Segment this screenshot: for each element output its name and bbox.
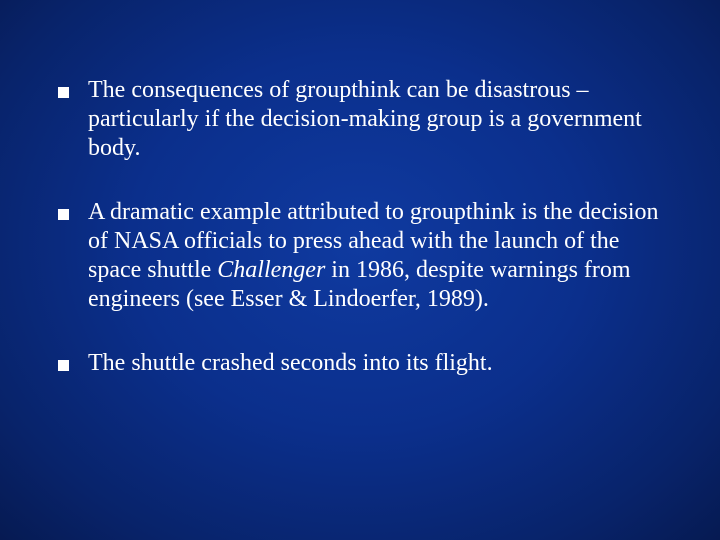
bullet-text-3: The shuttle crashed seconds into its flight. (88, 350, 493, 376)
square-bullet-icon (58, 209, 69, 220)
bullet-text-2 (88, 198, 678, 314)
square-bullet-icon (58, 87, 69, 98)
bullet-text-2-part-1: A dramatic example attributed to groupthink is the decision of NASA officials to press ahead with the launch of the space shuttle (88, 199, 659, 283)
bullet-text-1: The consequences of groupthink can be disastrous – particularly if the decision-making group is a government body. (88, 77, 642, 161)
bullet-text-2-italic: Challenger (217, 257, 326, 283)
bullet-item-3 (58, 349, 678, 378)
bullet-item-2 (58, 198, 678, 314)
bullet-text-2-part-2: in 1986, despite warnings from engineers (see Esser & Lindoerfer, 1989). (88, 257, 631, 312)
square-bullet-icon (58, 360, 69, 371)
bullet-item-1 (58, 76, 678, 163)
bullet-list (58, 76, 678, 378)
